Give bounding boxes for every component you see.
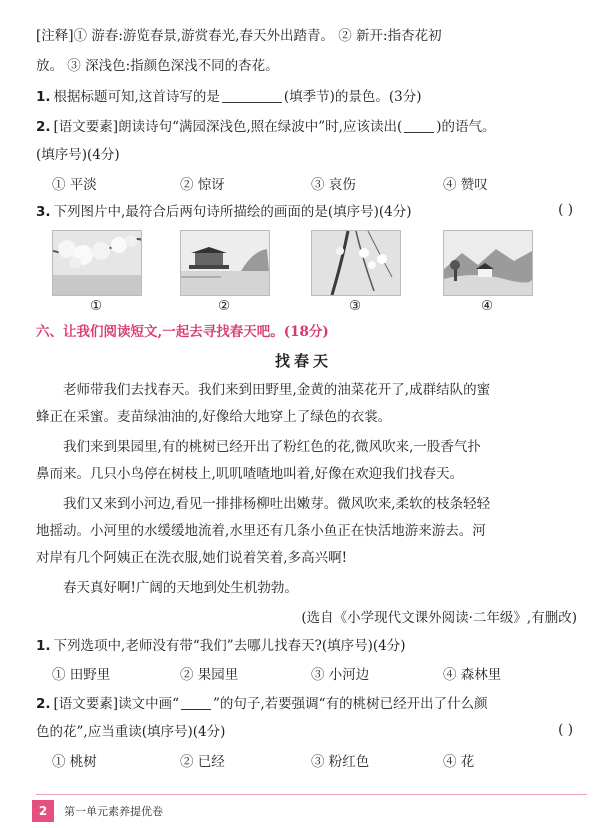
- passage-question-1: [36, 636, 583, 656]
- pavilion-picture: [181, 231, 269, 295]
- question-text: )的语气。: [436, 119, 496, 135]
- willow-branch-picture: [312, 231, 400, 295]
- question-text: 下列图片中,最符合后两句诗所描绘的画面的是(填序号)(4分): [53, 204, 412, 220]
- option-1[interactable]: ① 平淡: [52, 177, 97, 193]
- passage-source: (选自《小学现代文课外阅读·二年级》,有删改): [301, 610, 577, 626]
- picture-option-1[interactable]: [52, 230, 142, 296]
- answer-parentheses[interactable]: ( ): [558, 722, 573, 738]
- underline-marker: [181, 695, 211, 710]
- picture-caption-1: ①: [89, 298, 103, 314]
- answer-parentheses[interactable]: ( ): [558, 202, 573, 218]
- passage-line: 地摇动。小河里的水缓缓地流着,水里还有几条小鱼正在快活地游来游去。河: [36, 523, 486, 539]
- mountain-village-picture: [444, 231, 532, 295]
- page-footer: [0, 794, 607, 828]
- picture-option-3[interactable]: [311, 230, 401, 296]
- question-text: ”的句子,若要强调“有的桃树已经开出了什么颜: [212, 696, 488, 712]
- question-number: 2.: [36, 119, 51, 135]
- passage-line: 蜂正在采蜜。麦苗绿油油的,好像给大地穿上了绿色的衣裳。: [36, 409, 392, 425]
- footer-divider: [36, 794, 587, 795]
- answer-blank[interactable]: [404, 118, 434, 133]
- passage-line: 鼻而来。几只小鸟停在树枝上,叽叽喳喳地叫着,好像在欢迎我们找春天。: [36, 466, 464, 482]
- picture-caption-4: ④: [480, 298, 494, 314]
- question-number: 2.: [36, 696, 51, 712]
- option-1[interactable]: ① 桃树: [52, 754, 97, 770]
- question-number: 1.: [36, 638, 51, 654]
- passage-line: 我们来到果园里,有的桃树已经开出了粉红色的花,微风吹来,一股香气扑: [63, 439, 481, 455]
- notes-line-2: 放。 ③ 深浅色:指颜色深浅不同的杏花。: [36, 58, 279, 74]
- section-heading: 六、让我们阅读短文,一起去寻找春天吧。(18分): [36, 324, 329, 340]
- passage-question-2-line-2: 色的花”,应当重读(填序号)(4分): [36, 724, 226, 740]
- picture-caption-2: ②: [217, 298, 231, 314]
- option-4[interactable]: ④ 赞叹: [443, 177, 488, 193]
- question-2-line-2: (填序号)(4分): [36, 147, 120, 163]
- picture-option-2[interactable]: [180, 230, 270, 296]
- answer-blank[interactable]: [222, 88, 282, 103]
- question-text: (填季节)的景色。(3分): [283, 89, 422, 105]
- question-number: 3.: [36, 204, 51, 220]
- question-1: [36, 87, 583, 107]
- passage-line: 老师带我们去找春天。我们来到田野里,金黄的油菜花开了,成群结队的蜜: [63, 382, 491, 398]
- option-2[interactable]: ② 惊讶: [180, 177, 225, 193]
- picture-option-4[interactable]: [443, 230, 533, 296]
- option-2[interactable]: ② 已经: [180, 754, 225, 770]
- option-4[interactable]: ④ 森林里: [443, 667, 502, 683]
- question-2: [36, 117, 583, 137]
- question-text: 根据标题可知,这首诗写的是: [53, 89, 220, 105]
- passage-line: 我们又来到小河边,看见一排排杨柳吐出嫩芽。微风吹来,柔软的枝条轻轻: [63, 496, 491, 512]
- question-text: [语文要素]读文中画“: [53, 696, 179, 712]
- passage-question-2: [36, 694, 583, 714]
- option-3[interactable]: ③ 小河边: [311, 667, 370, 683]
- passage-title: 找春天: [274, 352, 332, 370]
- option-2[interactable]: ② 果园里: [180, 667, 239, 683]
- page-number: 2: [32, 800, 54, 822]
- option-3[interactable]: ③ 哀伤: [311, 177, 356, 193]
- picture-caption-3: ③: [348, 298, 362, 314]
- passage-line: 对岸有几个阿姨正在洗衣服,她们说着笑着,多高兴啊!: [36, 550, 348, 566]
- question-3: [36, 202, 583, 222]
- option-3[interactable]: ③ 粉红色: [311, 754, 370, 770]
- passage-line: 春天真好啊!广阔的天地到处生机勃勃。: [63, 580, 298, 596]
- question-number: 1.: [36, 89, 51, 105]
- notes-line-1: [注释]① 游春:游览春景,游赏春光,春天外出踏青。 ② 新开:指杏花初: [36, 28, 442, 44]
- blossom-branch-picture: [53, 231, 141, 295]
- option-1[interactable]: ① 田野里: [52, 667, 111, 683]
- question-text: [语文要素]朗读诗句“满园深浅色,照在绿波中”时,应该读出(: [53, 119, 403, 135]
- question-text: 下列选项中,老师没有带“我们”去哪儿找春天?(填序号)(4分): [53, 638, 406, 654]
- footer-title: 第一单元素养提优卷: [64, 805, 163, 818]
- option-4[interactable]: ④ 花: [443, 754, 475, 770]
